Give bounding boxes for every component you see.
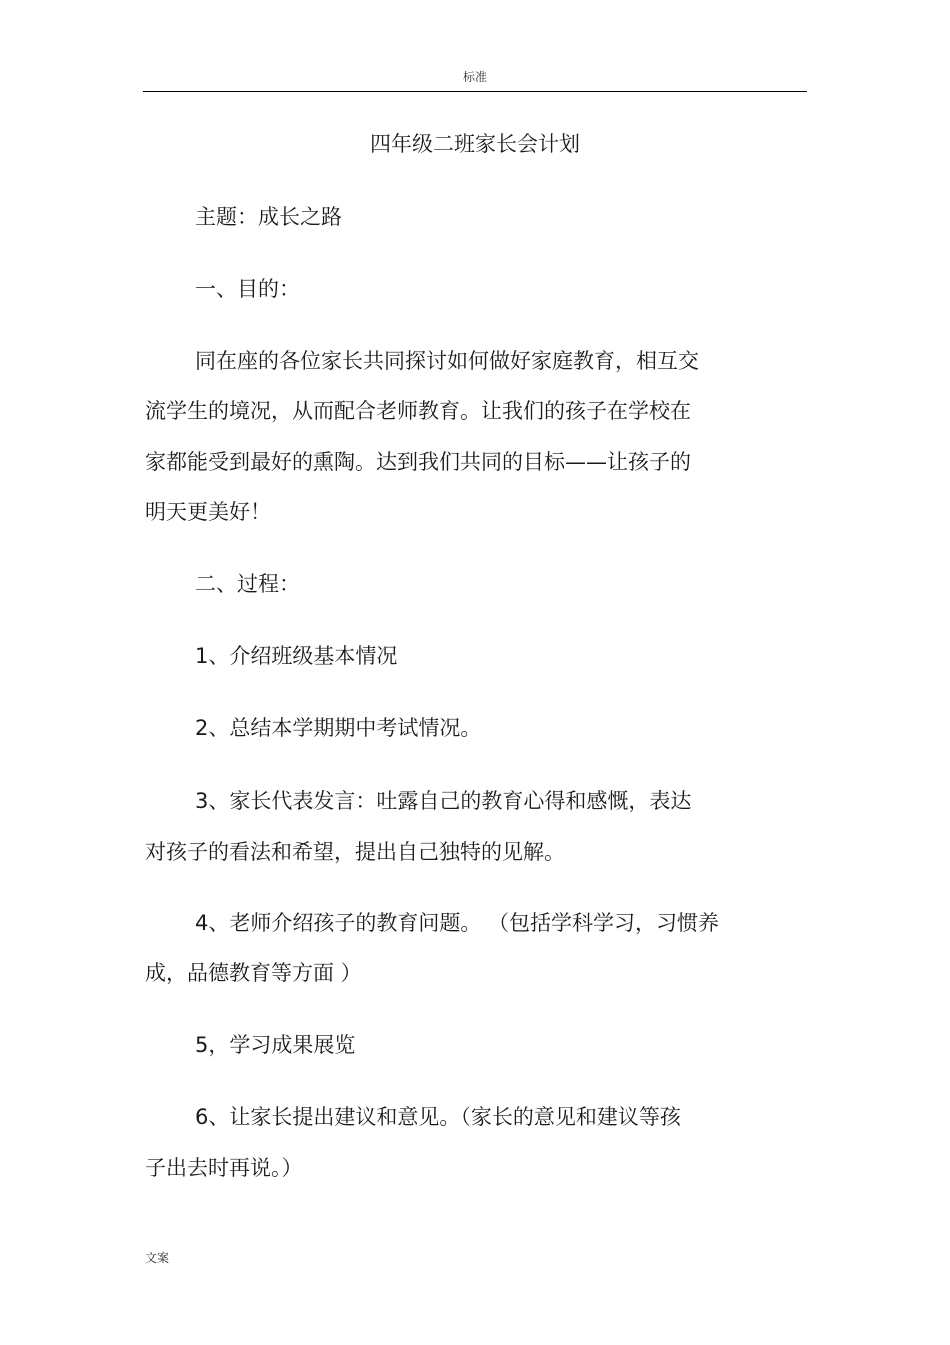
section-1-heading: 一、目的： [195, 277, 300, 301]
process-item-5: 5，学习成果展览 [195, 1033, 356, 1057]
process-item-2: 2、总结本学期期中考试情况。 [195, 716, 482, 740]
purpose-line-3: 家都能受到最好的熏陶。达到我们共同的目标——让孩子的 [145, 450, 691, 474]
page-footer-label: 文案 [145, 1251, 170, 1265]
header-divider [143, 91, 807, 92]
purpose-line-2: 流学生的境况，从而配合老师教育。让我们的孩子在学校在 [145, 399, 691, 423]
purpose-line-4: 明天更美好！ [145, 500, 271, 524]
process-item-4-line-1: 4、老师介绍孩子的教育问题。 （包括学科学习，习惯养 [195, 911, 720, 935]
theme-line: 主题：成长之路 [195, 205, 342, 229]
section-2-heading: 二、过程： [195, 572, 300, 596]
page-header-label: 标准 [462, 70, 487, 84]
process-item-1: 1、介绍班级基本情况 [195, 644, 398, 668]
process-item-3-line-1: 3、家长代表发言：吐露自己的教育心得和感慨，表达 [195, 789, 692, 813]
process-item-6-line-2: 子出去时再说。） [145, 1156, 303, 1180]
document-title: 四年级二班家长会计划 [370, 132, 580, 156]
process-item-4-line-2: 成，品德教育等方面 ） [145, 961, 362, 985]
process-item-6-line-1: 6、让家长提出建议和意见。（家长的意见和建议等孩 [195, 1105, 681, 1129]
purpose-line-1: 同在座的各位家长共同探讨如何做好家庭教育，相互交 [195, 349, 699, 373]
process-item-3-line-2: 对孩子的看法和希望，提出自己独特的见解。 [145, 840, 565, 864]
